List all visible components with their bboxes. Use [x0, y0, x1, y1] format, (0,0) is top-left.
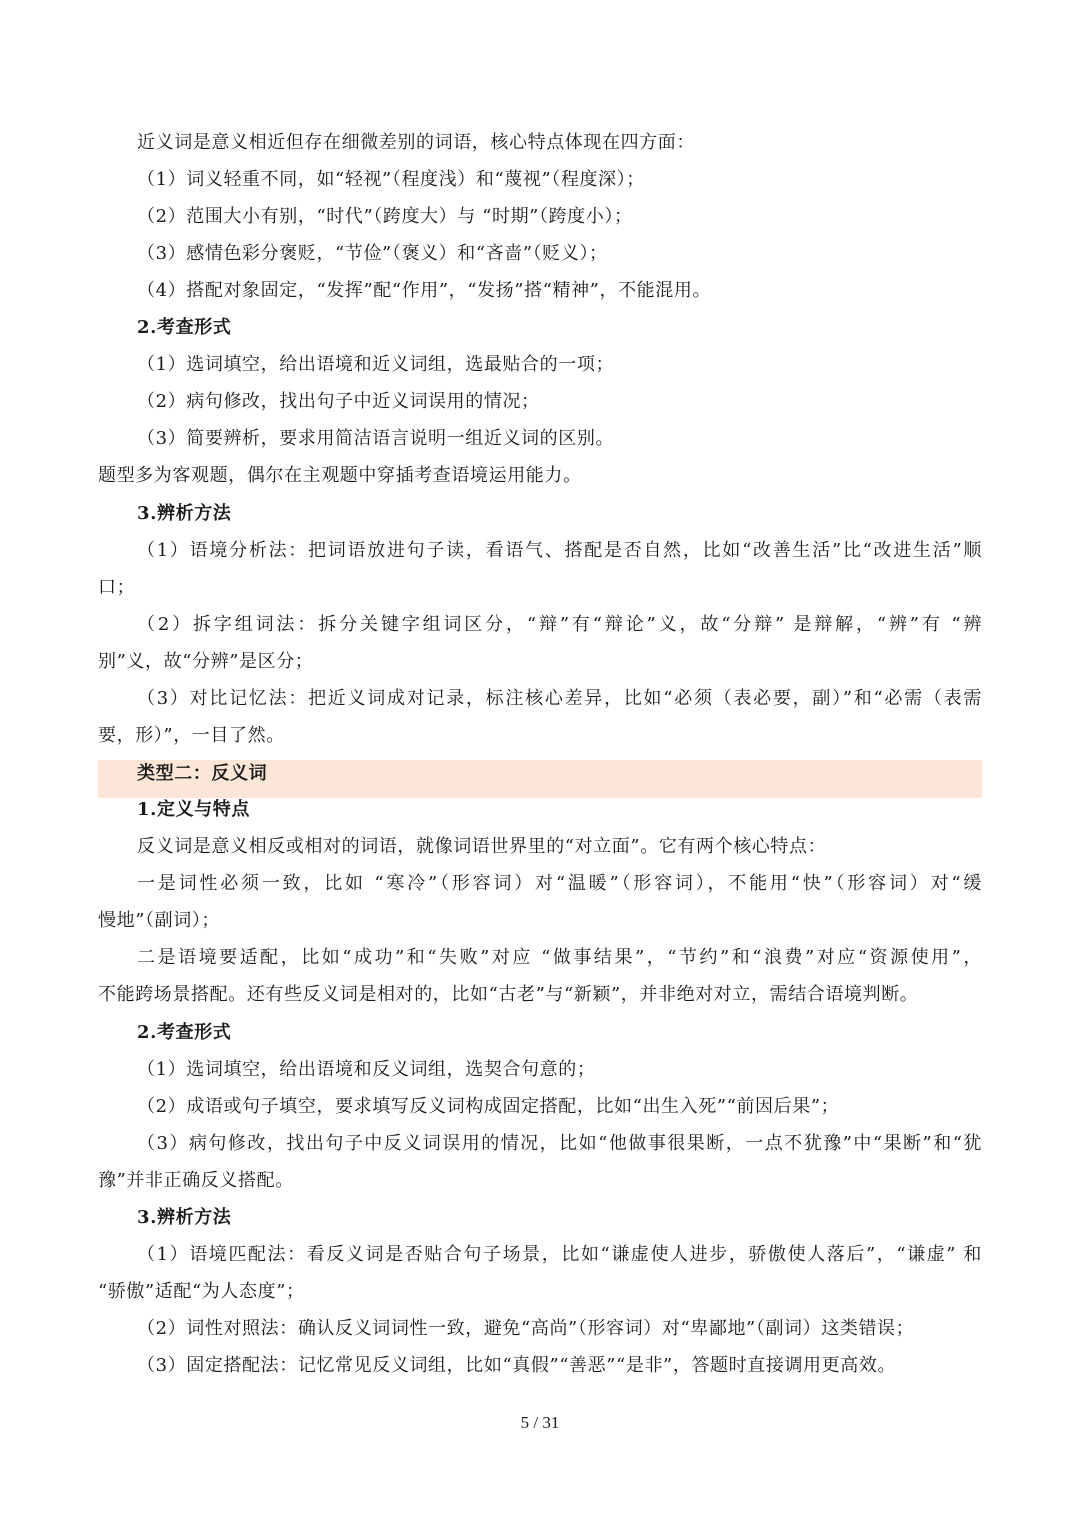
list-item: （3）对比记忆法：把近义词成对记录，标注核心差异，比如“必须（表必要，副）”和“必需（表需 [137, 688, 982, 709]
list-item: （1）语境匹配法：看反义词是否贴合句子场景，比如“谦虚使人进步，骄傲使人落后”，“谦虚” 和 [137, 1244, 982, 1265]
list-item: （4）搭配对象固定，“发挥”配“作用”，“发扬”搭“精神”，不能混用。 [137, 280, 712, 301]
list-item-continuation: “骄傲”适配“为人态度”； [98, 1281, 305, 1302]
list-item: （2）拆字组词法：拆分关键字组词区分，“辩”有“辩论”义，故“分辩” 是辩解，“辨”有 “辨 [137, 614, 982, 635]
section-heading: 1.定义与特点 [137, 799, 250, 820]
list-item: （3）感情色彩分褒贬，“节俭”（褒义）和“吝啬”（贬义）； [137, 243, 608, 264]
list-item: （2）病句修改，找出句子中近义词误用的情况； [137, 391, 540, 412]
type-title: 类型二：反义词 [137, 763, 268, 784]
list-item: （3）固定搭配法：记忆常见反义词组，比如“真假”“善恶”“是非”，答题时直接调用更高效。 [137, 1355, 897, 1376]
list-item: （1）词义轻重不同，如“轻视”（程度浅）和“蔑视”（程度深）； [137, 169, 645, 190]
section-heading: 2.考查形式 [137, 1022, 232, 1043]
list-item-continuation: 要，形）”，一目了然。 [98, 725, 285, 746]
paragraph-line: 慢地”（副词）； [98, 910, 221, 931]
list-item: （2）范围大小有别，“时代”（跨度大）与 “时期”（跨度小）； [137, 206, 633, 227]
paragraph-line: 一是词性必须一致，比如 “寒冷”（形容词）对“温暖”（形容词），不能用“快”（形容词）对“缓 [137, 873, 982, 894]
paragraph-line: 不能跨场景搭配。还有些反义词是相对的，比如“古老”与“新颖”，并非绝对对立，需结合语境判断。 [98, 984, 919, 1005]
list-item: （1）选词填空，给出语境和反义词组，选契合句意的； [137, 1059, 596, 1080]
list-item-continuation: 别”义，故“分辨”是区分； [98, 651, 314, 672]
list-item-continuation: 口； [98, 577, 136, 598]
list-item: （1）选词填空，给出语境和近义词组，选最贴合的一项； [137, 354, 615, 375]
section-heading: 3.辨析方法 [137, 503, 232, 524]
list-item: （3）病句修改，找出句子中反义词误用的情况，比如“他做事很果断，一点不犹豫”中“果断”和“犹 [137, 1133, 982, 1154]
paragraph-line: 反义词是意义相反或相对的词语，就像词语世界里的“对立面”。它有两个核心特点： [137, 836, 827, 857]
list-item: （1）语境分析法：把词语放进句子读，看语气、搭配是否自然，比如“改善生活”比“改进生活”顺 [137, 540, 982, 561]
page-number: 5 / 31 [520, 1413, 560, 1432]
list-item: （2）词性对照法：确认反义词词性一致，避免“高尚”（形容词）对“卑鄙地”（副词）这类错误； [137, 1318, 915, 1339]
list-item: （3）简要辨析，要求用简洁语言说明一组近义词的区别。 [137, 428, 615, 449]
list-item-continuation: 豫”并非正确反义搭配。 [98, 1170, 294, 1191]
section-heading: 3.辨析方法 [137, 1207, 232, 1228]
section-heading: 2.考查形式 [137, 317, 232, 338]
list-item: （2）成语或句子填空，要求填写反义词构成固定搭配，比如“出生入死”“前因后果”； [137, 1096, 840, 1117]
paragraph-line: 题型多为客观题，偶尔在主观题中穿插考查语境运用能力。 [98, 465, 582, 486]
paragraph-line: 二是语境要适配，比如“成功”和“失败”对应 “做事结果”，“节约”和“浪费”对应“资源使用”， [137, 947, 982, 968]
paragraph-line: 近义词是意义相近但存在细微差别的词语，核心特点体现在四方面： [137, 132, 695, 153]
